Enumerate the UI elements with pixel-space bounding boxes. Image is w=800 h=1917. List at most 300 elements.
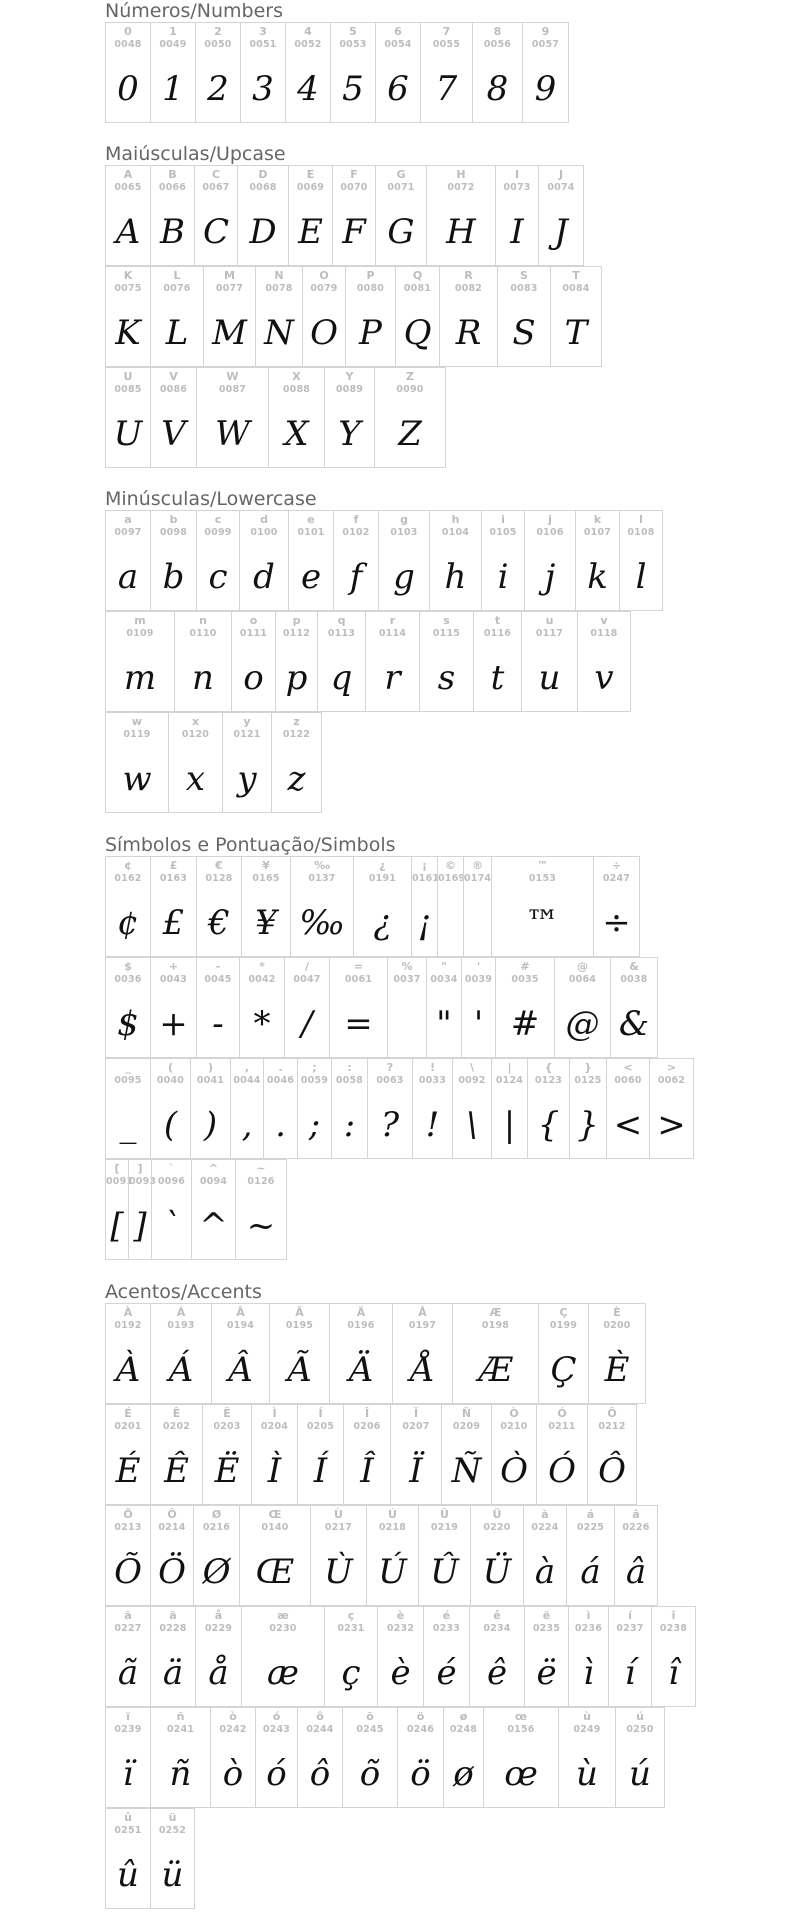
character-label: 3 (259, 25, 267, 38)
character-code: 0098 (159, 527, 188, 538)
glyph-sample: Ü (482, 1552, 512, 1592)
glyph-cell (317, 611, 365, 712)
glyph-sample: # (510, 1004, 540, 1044)
character-label: À (123, 1306, 133, 1319)
character-code: 0053 (339, 39, 367, 50)
character-label: U (123, 370, 133, 383)
glyph-cell (150, 1303, 211, 1404)
glyph-cell (423, 1606, 469, 1707)
glyph-sample: X (284, 414, 309, 454)
glyph-sample: + (159, 1004, 188, 1044)
character-code: 0195 (285, 1320, 314, 1331)
glyph-cell (263, 1058, 297, 1159)
section (105, 488, 663, 813)
glyph-sample: * (253, 1004, 271, 1044)
character-code: 0106 (536, 527, 564, 538)
character-label: s (443, 614, 450, 627)
character-label: a (124, 513, 132, 526)
character-code: 0128 (205, 873, 233, 884)
character-code: 0243 (262, 1724, 291, 1735)
character-code: 0250 (626, 1724, 654, 1735)
character-code: 0077 (215, 283, 244, 294)
glyph-sample: V (161, 414, 186, 454)
glyph-cell (150, 1707, 210, 1808)
character-label: ÷ (611, 859, 622, 872)
glyph-sample: Ì (267, 1451, 282, 1491)
character-label: ô (316, 1710, 324, 1723)
character-code: 0233 (432, 1623, 461, 1634)
glyph-cell (472, 22, 522, 123)
character-code: 0163 (159, 873, 188, 884)
glyph-sample: æ (267, 1653, 299, 1693)
glyph-cell (588, 1303, 646, 1404)
glyph-sample: S (512, 313, 536, 353)
glyph-cell (536, 1404, 587, 1505)
character-code: 0242 (219, 1724, 247, 1735)
glyph-cell (378, 510, 429, 611)
character-label: è (396, 1609, 405, 1622)
glyph-cell (239, 1505, 310, 1606)
glyph-sample: e (300, 557, 322, 597)
glyph-cell (419, 611, 473, 712)
glyph-sample: ` (163, 1206, 180, 1246)
character-code: 0235 (532, 1623, 561, 1634)
character-label: ä (169, 1609, 177, 1622)
character-label: G (396, 168, 406, 181)
glyph-sample: < (613, 1105, 643, 1145)
character-label: 0 (124, 25, 132, 38)
glyph-sample: W (215, 414, 250, 454)
character-code: 0107 (583, 527, 612, 538)
character-label: ! (429, 1061, 436, 1074)
character-code: 0061 (344, 974, 373, 985)
glyph-cell (443, 1707, 483, 1808)
character-label: é (442, 1609, 451, 1622)
glyph-sample: x (185, 759, 206, 799)
glyph-cell (195, 22, 240, 123)
glyph-cell (105, 1058, 150, 1159)
character-code: 0075 (114, 283, 142, 294)
glyph-cell (275, 611, 317, 712)
glyph-sample: } (577, 1105, 599, 1145)
glyph-cell (255, 1707, 297, 1808)
glyph-sample: à (534, 1552, 556, 1592)
glyph-cell (150, 367, 196, 468)
glyph-sample: O (310, 313, 338, 353)
character-code: 0212 (598, 1421, 626, 1432)
glyph-sample: o (243, 658, 264, 698)
character-label: N (274, 269, 284, 282)
character-label: ‰ (314, 859, 330, 872)
glyph-cell (196, 367, 268, 468)
glyph-sample (464, 893, 491, 953)
character-code: 0229 (204, 1623, 233, 1634)
glyph-cell (606, 1058, 649, 1159)
glyph-sample: , (241, 1105, 253, 1145)
glyph-sample: ä (162, 1653, 184, 1693)
character-label: Æ (489, 1306, 502, 1319)
character-code: 0252 (158, 1825, 187, 1836)
character-label: . (278, 1061, 283, 1074)
glyph-cell (105, 1505, 150, 1606)
character-code: 0101 (297, 527, 325, 538)
character-label: 2 (214, 25, 222, 38)
glyph-cell (330, 22, 375, 123)
glyph-sample: ÷ (602, 903, 631, 943)
glyph-sample: å (208, 1653, 229, 1693)
character-code: 0088 (282, 384, 311, 395)
glyph-cell (470, 1505, 523, 1606)
character-label: : (347, 1061, 352, 1074)
glyph-cell (566, 1505, 614, 1606)
glyph-row (105, 1808, 696, 1909)
glyph-cell (452, 1303, 538, 1404)
glyph-cell (333, 510, 378, 611)
section (105, 834, 694, 1260)
character-code: 0122 (282, 729, 311, 740)
character-label: Ò (509, 1407, 519, 1420)
glyph-cell (481, 510, 524, 611)
character-code: 0244 (306, 1724, 334, 1735)
glyph-sample: ¡ (417, 903, 432, 943)
character-code: 0062 (657, 1075, 686, 1086)
character-code: 0087 (218, 384, 247, 395)
character-code: 0210 (500, 1421, 528, 1432)
character-code: 0192 (114, 1320, 142, 1331)
character-code: 0038 (620, 974, 648, 985)
character-label: î (671, 1609, 676, 1622)
character-code: 0102 (342, 527, 370, 538)
character-code: 0209 (452, 1421, 481, 1432)
glyph-row (105, 165, 602, 266)
character-label: % (401, 960, 413, 973)
glyph-cell (105, 1606, 150, 1707)
character-code: 0070 (340, 182, 368, 193)
character-label: ¿ (379, 859, 386, 872)
glyph-sample: a (117, 557, 139, 597)
glyph-sample: õ (359, 1754, 381, 1794)
character-label: < (623, 1061, 633, 1074)
glyph-row (105, 712, 663, 813)
glyph-cell (426, 165, 495, 266)
glyph-sample: € (208, 903, 230, 943)
glyph-sample: @ (565, 1004, 600, 1044)
character-code: 0104 (441, 527, 470, 538)
character-code: 0238 (659, 1623, 688, 1634)
character-label: á (586, 1508, 595, 1521)
character-label: à (541, 1508, 549, 1521)
glyph-sample: Y (338, 414, 361, 454)
character-code: 0116 (483, 628, 512, 639)
glyph-cell (150, 510, 196, 611)
glyph-cell (105, 510, 150, 611)
glyph-row (105, 611, 663, 712)
glyph-row (105, 1707, 696, 1808)
character-code: 0203 (213, 1421, 241, 1432)
character-code: 0110 (189, 628, 217, 639)
glyph-sample: n (192, 658, 214, 698)
section-title: Símbolos e Pontuação/Simbols (105, 834, 396, 856)
character-label: V (169, 370, 178, 383)
character-code: 0064 (568, 974, 597, 985)
glyph-sample: À (115, 1350, 141, 1390)
character-label: ã (124, 1609, 132, 1622)
character-label: Ñ (461, 1407, 472, 1420)
character-code: 0237 (616, 1623, 644, 1634)
glyph-cell (268, 367, 324, 468)
glyph-sample: 9 (534, 69, 557, 109)
character-code: 0043 (159, 974, 188, 985)
glyph-cell (575, 510, 619, 611)
glyph-sample: F (342, 212, 366, 252)
glyph-cell (211, 1303, 269, 1404)
character-label: D (258, 168, 268, 181)
character-label: A (123, 168, 133, 181)
glyph-sample: ã (117, 1653, 139, 1693)
glyph-sample: d (253, 557, 275, 597)
glyph-cell (105, 1159, 134, 1260)
glyph-sample: R (455, 313, 482, 353)
character-code: 0217 (324, 1522, 353, 1533)
glyph-cell (174, 611, 231, 712)
character-code: 0245 (356, 1724, 384, 1735)
glyph-sample: _ (119, 1105, 137, 1145)
glyph-sample: ñ (169, 1754, 192, 1794)
character-label: û (124, 1811, 132, 1824)
glyph-sample: r (384, 658, 401, 698)
character-label: K (123, 269, 133, 282)
glyph-sample: L (165, 313, 189, 353)
character-code: 0067 (202, 182, 230, 193)
character-code: 0072 (447, 182, 475, 193)
character-label: Ú (388, 1508, 397, 1521)
glyph-sample: î (668, 1653, 679, 1693)
character-label: W (226, 370, 239, 383)
section (105, 143, 602, 468)
glyph-cell (342, 1707, 397, 1808)
character-code: 0204 (260, 1421, 289, 1432)
glyph-sample: z (287, 759, 306, 799)
glyph-cell (194, 165, 237, 266)
character-code: 0052 (294, 39, 322, 50)
glyph-cell (196, 856, 241, 957)
glyph-row (105, 367, 602, 468)
character-label: Y (345, 370, 354, 383)
glyph-cell (241, 856, 290, 957)
glyph-sample: 4 (297, 69, 319, 109)
character-label: å (214, 1609, 223, 1622)
glyph-cell (365, 611, 419, 712)
glyph-sample: P (359, 313, 382, 353)
character-label: Ï (413, 1407, 419, 1420)
character-code: 0054 (384, 39, 412, 50)
glyph-cell (420, 22, 472, 123)
character-code: 0079 (310, 283, 338, 294)
glyph-sample: N (264, 313, 294, 353)
character-label: F (350, 168, 358, 181)
character-code: 0231 (337, 1623, 365, 1634)
glyph-cell (615, 1707, 665, 1808)
glyph-sample: ò (222, 1754, 244, 1794)
character-label: Ç (559, 1306, 568, 1319)
character-code: 0105 (489, 527, 517, 538)
character-label: È (613, 1306, 621, 1319)
glyph-cell (554, 957, 610, 1058)
character-code: 0050 (204, 39, 232, 50)
character-code: 0069 (296, 182, 325, 193)
character-label: w (131, 715, 143, 728)
character-label: t (494, 614, 501, 627)
character-label: É (124, 1407, 132, 1420)
glyph-cell (105, 1303, 150, 1404)
glyph-cell (105, 611, 174, 712)
glyph-cell (202, 1404, 251, 1505)
glyph-cell (366, 1505, 418, 1606)
glyph-sample: Î (360, 1451, 374, 1491)
glyph-sample: ? (380, 1105, 400, 1145)
glyph-sample: Ù (324, 1552, 353, 1592)
section-title: Maiúsculas/Upcase (105, 143, 286, 165)
character-label: X (292, 370, 301, 383)
character-label: ' (476, 960, 481, 973)
character-code: 0074 (547, 182, 575, 193)
character-code: 0109 (126, 628, 154, 639)
glyph-sample: í (624, 1653, 636, 1693)
character-label: ` (168, 1162, 175, 1175)
character-label: Û (440, 1508, 449, 1521)
glyph-sample: w (122, 759, 152, 799)
glyph-sample: 3 (252, 69, 274, 109)
glyph-sample: Õ (114, 1552, 142, 1592)
character-code: 0194 (226, 1320, 255, 1331)
character-code: 0065 (114, 182, 142, 193)
glyph-cell (587, 1404, 637, 1505)
character-code: 0084 (562, 283, 590, 294)
character-label: v (600, 614, 608, 627)
glyph-cell (491, 856, 593, 957)
character-label: æ (277, 1609, 289, 1622)
glyph-row (105, 957, 694, 1058)
character-label: u (545, 614, 554, 627)
character-label: $ (124, 960, 132, 973)
glyph-sample: Ô (598, 1451, 626, 1491)
character-code: 0248 (449, 1724, 478, 1735)
character-label: b (169, 513, 178, 526)
character-label: ó (272, 1710, 281, 1723)
character-code: 0112 (282, 628, 311, 639)
glyph-sample (438, 893, 463, 953)
character-code: 0044 (233, 1075, 261, 1086)
character-code: 0081 (403, 283, 432, 294)
glyph-sample: k (587, 557, 608, 597)
glyph-cell (150, 1808, 195, 1909)
character-code: 0036 (114, 974, 142, 985)
character-code: 0246 (406, 1724, 435, 1735)
character-label: Õ (123, 1508, 133, 1521)
character-label: q (337, 614, 346, 627)
glyph-sample: m (123, 658, 157, 698)
glyph-cell (495, 957, 554, 1058)
character-code: 0137 (308, 873, 336, 884)
character-code: 0214 (158, 1522, 186, 1533)
glyph-cell (375, 22, 420, 123)
character-code: 0225 (576, 1522, 605, 1533)
glyph-sample: p (285, 658, 308, 698)
glyph-cell (128, 1159, 157, 1260)
character-label: + (168, 960, 179, 973)
character-label: Â (236, 1306, 245, 1319)
glyph-cell (392, 1303, 452, 1404)
glyph-sample: h (444, 557, 467, 597)
character-label: ú (636, 1710, 644, 1723)
glyph-sample: Â (228, 1350, 253, 1390)
character-code: 0174 (464, 873, 492, 884)
character-label: y (243, 715, 251, 728)
glyph-cell (105, 856, 150, 957)
glyph-cell (649, 1058, 694, 1159)
glyph-sample: £ (162, 903, 185, 943)
glyph-sample: ( (163, 1105, 178, 1145)
character-label: f (353, 513, 359, 526)
character-label: ( (167, 1061, 174, 1074)
glyph-sample: D (249, 212, 277, 252)
glyph-sample: è (390, 1653, 411, 1693)
glyph-cell (150, 1505, 193, 1606)
glyph-sample: \ (466, 1105, 478, 1145)
character-label: h (451, 513, 460, 526)
glyph-sample: ~ (246, 1206, 276, 1246)
character-label: O (319, 269, 329, 282)
character-code: 0249 (573, 1724, 601, 1735)
glyph-row (105, 1303, 696, 1404)
character-label: Ö (167, 1508, 177, 1521)
glyph-sample: U (113, 414, 143, 454)
glyph-sample: H (446, 212, 476, 252)
character-label: ò (229, 1710, 237, 1723)
character-label: ê (493, 1609, 501, 1622)
glyph-cell (150, 1404, 202, 1505)
glyph-row (105, 1505, 696, 1606)
character-label: Ô (607, 1407, 617, 1420)
character-label: d (260, 513, 268, 526)
character-code: 0097 (114, 527, 142, 538)
character-code: 0156 (507, 1724, 535, 1735)
character-code: 0092 (458, 1075, 486, 1086)
glyph-cell (329, 1303, 392, 1404)
glyph-sample: Ê (164, 1451, 189, 1491)
character-code: 0126 (247, 1176, 275, 1187)
section (105, 0, 569, 123)
character-code: 0055 (432, 39, 461, 50)
character-code: 0034 (430, 974, 458, 985)
character-code: 0200 (603, 1320, 631, 1331)
character-label: ? (386, 1061, 394, 1074)
glyph-sample: 5 (342, 69, 364, 109)
glyph-cell (483, 1707, 558, 1808)
character-label: m (134, 614, 146, 627)
character-code: 0125 (574, 1075, 602, 1086)
glyph-cell (269, 1303, 329, 1404)
glyph-sample: ú (629, 1754, 651, 1794)
character-label: œ (514, 1710, 528, 1723)
glyph-sample: B (160, 212, 185, 252)
glyph-cell (241, 1606, 324, 1707)
character-code: 0251 (114, 1825, 142, 1836)
character-code: 0191 (368, 873, 397, 884)
character-code: 0083 (510, 283, 538, 294)
character-label: Ó (557, 1407, 567, 1420)
glyph-cell (150, 1058, 190, 1159)
